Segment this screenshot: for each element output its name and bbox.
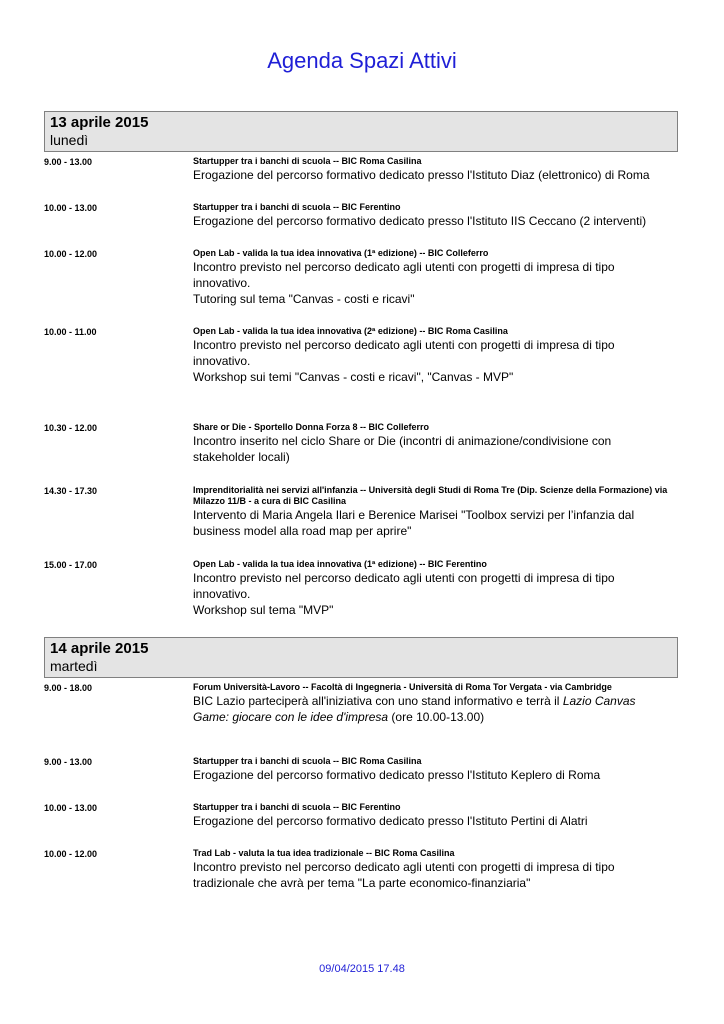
event-description: Erogazione del percorso formativo dedicato presso l'Istituto Keplero di Roma (193, 768, 601, 782)
agenda-event (44, 559, 678, 618)
event-title: Forum Università-Lavoro -- Facoltà di Ingegneria - Università di Roma Tor Vergata - via Cambridge (193, 682, 612, 692)
event-time: 9.00 - 13.00 (44, 157, 93, 167)
event-title: Startupper tra i banchi di scuola -- BIC Roma Casilina (193, 156, 422, 166)
agenda-event (44, 422, 678, 465)
day-weekday: martedì (50, 658, 98, 674)
event-description: Workshop sul tema "MVP" (193, 603, 334, 617)
footer-timestamp: 09/04/2015 17.48 (319, 963, 405, 975)
agenda-event (44, 326, 678, 385)
event-title: Share or Die - Sportello Donna Forza 8 -- BIC Colleferro (193, 422, 430, 432)
day-header (44, 111, 678, 152)
event-description: Incontro previsto nel percorso dedicato agli utenti con progetti di impresa di tipo tradizionale che avrà per tema "La parte economico-finanziaria" (193, 860, 615, 890)
page-title: Agenda Spazi Attivi (267, 48, 457, 73)
event-title: Startupper tra i banchi di scuola -- BIC Roma Casilina (193, 756, 422, 766)
day-date: 14 aprile 2015 (50, 640, 149, 657)
event-time: 10.00 - 13.00 (44, 803, 98, 813)
event-description-text: (ore 10.00-13.00) (388, 710, 485, 724)
event-description-text: BIC Lazio parteciperà all'iniziativa con uno stand informativo e terrà il (193, 694, 563, 708)
event-description: Incontro previsto nel percorso dedicato agli utenti con progetti di impresa di tipo innovativo. (193, 260, 615, 290)
event-description (193, 693, 673, 725)
day-weekday: lunedì (50, 132, 89, 148)
agenda-event (44, 485, 678, 539)
event-description: Erogazione del percorso formativo dedicato presso l'Istituto Diaz (elettronico) di Roma (193, 168, 650, 182)
event-time: 10.30 - 12.00 (44, 423, 98, 433)
event-time: 9.00 - 18.00 (44, 683, 93, 693)
event-description: Intervento di Maria Angela Ilari e Berenice Marisei "Toolbox servizi per l’infanzia dal business model alla road map per aprire" (193, 508, 635, 538)
agenda-event (44, 248, 678, 307)
agenda-event (44, 202, 678, 229)
event-time: 10.00 - 12.00 (44, 249, 98, 259)
event-description: Tutoring sul tema "Canvas - costi e ricavi" (193, 292, 415, 306)
event-description: Erogazione del percorso formativo dedicato presso l'Istituto IIS Ceccano (2 interventi) (193, 214, 647, 228)
event-description: Erogazione del percorso formativo dedicato presso l'Istituto Pertini di Alatri (193, 814, 588, 828)
event-title: Startupper tra i banchi di scuola -- BIC Ferentino (193, 202, 401, 212)
agenda-event (44, 756, 678, 783)
day-date: 13 aprile 2015 (50, 114, 149, 131)
event-description: Workshop sui temi "Canvas - costi e ricavi", "Canvas - MVP" (193, 370, 514, 384)
event-time: 10.00 - 11.00 (44, 327, 97, 337)
agenda-event (44, 848, 678, 891)
event-title: Open Lab - valida la tua idea innovativa (2ª edizione) -- BIC Roma Casilina (193, 326, 508, 336)
event-time: 14.30 - 17.30 (44, 486, 98, 496)
event-description-italic: Lazio Canvas Game: giocare con le idee d'impresa (193, 694, 636, 724)
event-time: 10.00 - 13.00 (44, 203, 98, 213)
event-description: Incontro inserito nel ciclo Share or Die (incontri di animazione/condivisione con stakeholder locali) (193, 434, 612, 464)
event-title: Trad Lab - valuta la tua idea tradizionale -- BIC Roma Casilina (193, 848, 455, 858)
agenda-event (44, 802, 678, 829)
event-title: Startupper tra i banchi di scuola -- BIC Ferentino (193, 802, 401, 812)
event-time: 9.00 - 13.00 (44, 757, 93, 767)
event-title: Open Lab - valida la tua idea innovativa (1ª edizione) -- BIC Colleferro (193, 248, 489, 258)
event-description: Incontro previsto nel percorso dedicato agli utenti con progetti di impresa di tipo innovativo. (193, 571, 615, 601)
event-time: 15.00 - 17.00 (44, 560, 98, 570)
event-title: Imprenditorialità nei servizi all'infanzia -- Università degli Studi di Roma Tre (Dip. Scienze della Formazione) via Milazzo 11/B - a cura di BIC Casilina (193, 485, 668, 506)
event-description: Incontro previsto nel percorso dedicato agli utenti con progetti di impresa di tipo innovativo. (193, 338, 615, 368)
agenda-event (44, 156, 678, 183)
agenda-event (44, 682, 678, 725)
event-time: 10.00 - 12.00 (44, 849, 98, 859)
event-title: Open Lab - valida la tua idea innovativa (1ª edizione) -- BIC Ferentino (193, 559, 487, 569)
day-header (44, 637, 678, 678)
